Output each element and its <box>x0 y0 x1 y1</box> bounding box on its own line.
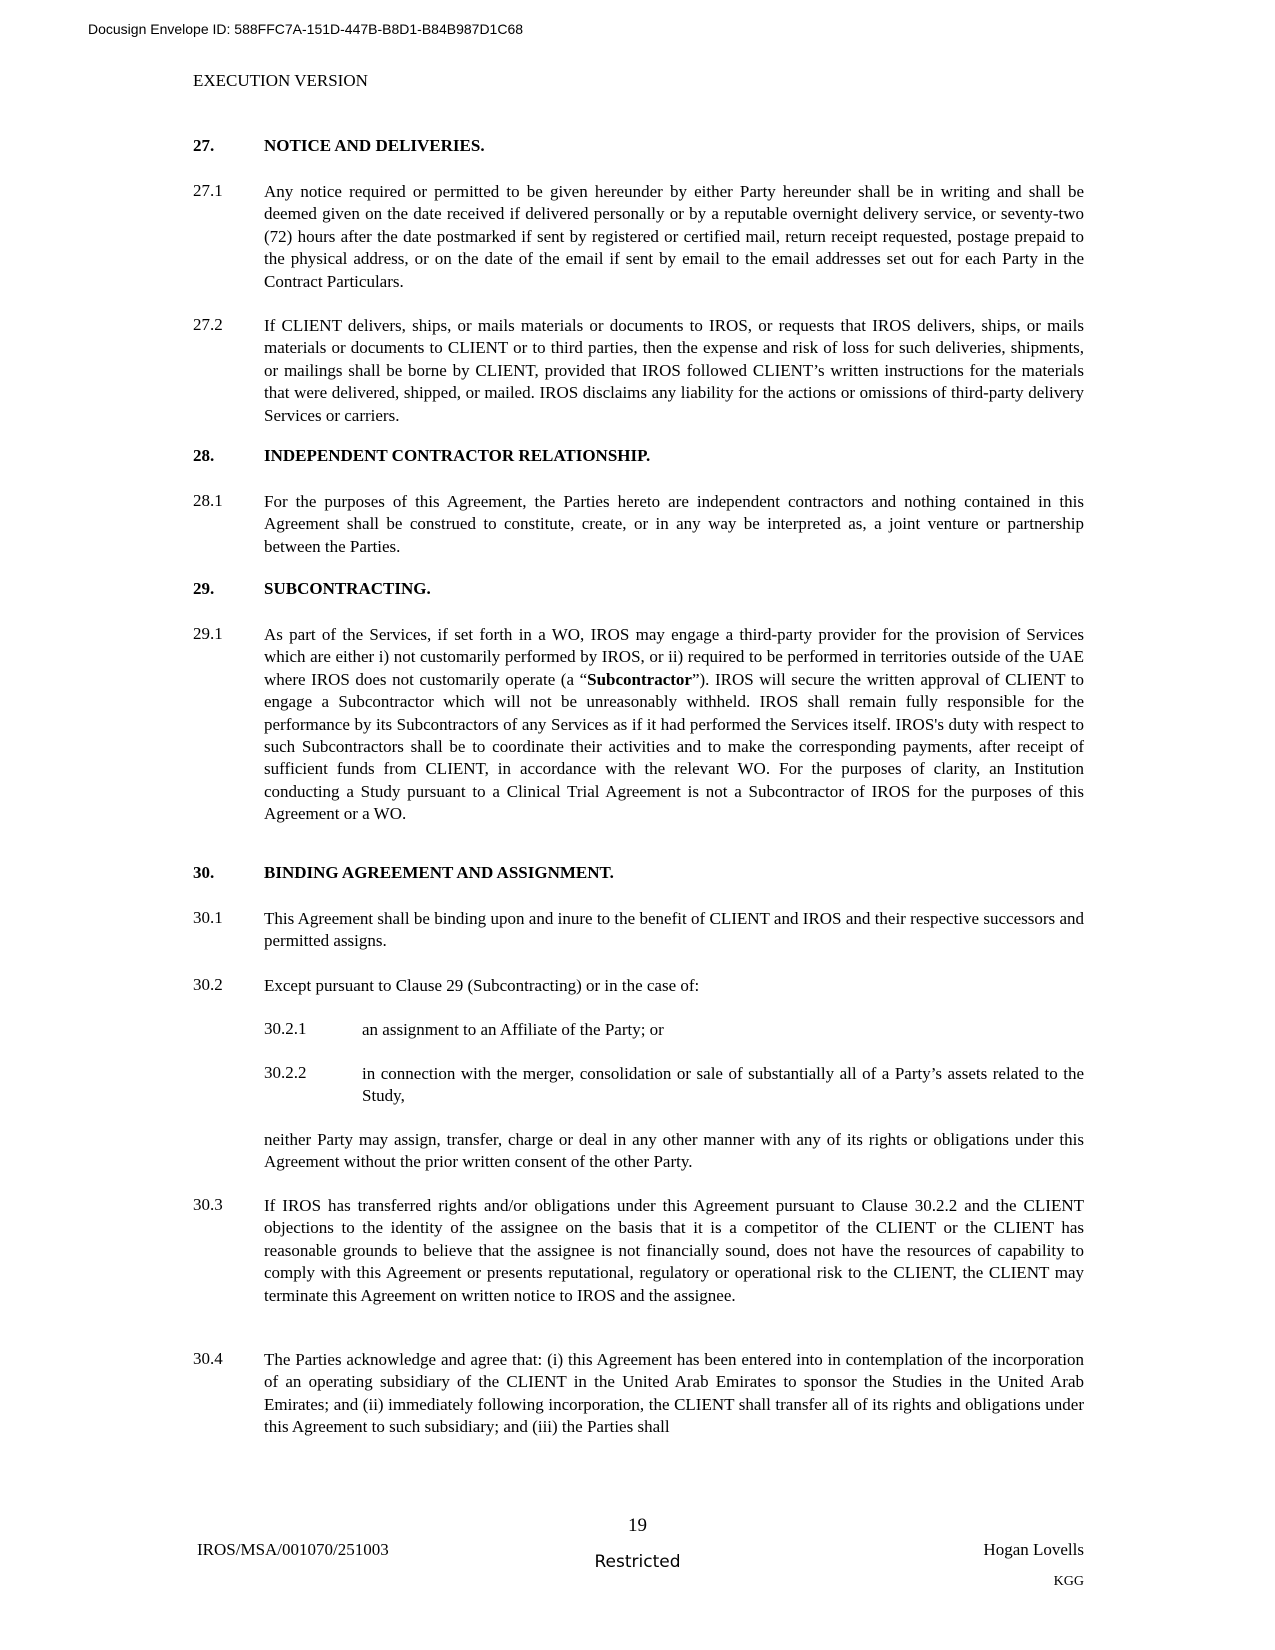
clause-30-2-closing-text: neither Party may assign, transfer, charge or deal in any other manner with any of its rights or obligations under this Agreement without the prior written consent of the other Party. <box>264 1130 1084 1172</box>
clause-30-2-1-number: 30.2.1 <box>264 1019 307 1038</box>
docusign-envelope-id: Docusign Envelope ID: 588FFC7A-151D-447B-B8D1-B84B987D1C68 <box>88 21 524 37</box>
clause-28-1-number: 28.1 <box>193 491 223 510</box>
clause-27-1-text: Any notice required or permitted to be given hereunder by either Party hereunder shall be in writing and shall be deemed given on the date received if delivered personally or by a reputable overnight delivery service, or seventy-two (72) hours after the date postmarked if sent by registered or certified mail, return receipt requested, postage prepaid to the physical address, or on the date of the email if sent by email to the email addresses set out for each Party in the Contract Particulars. <box>264 182 1084 291</box>
section-30-heading: BINDING AGREEMENT AND ASSIGNMENT. <box>264 863 614 882</box>
clause-29-1-number: 29.1 <box>193 624 223 643</box>
clause-30-1-text: This Agreement shall be binding upon and inure to the benefit of CLIENT and IROS and their respective successors and permitted assigns. <box>264 909 1084 951</box>
document-reference: IROS/MSA/001070/251003 <box>197 1540 389 1559</box>
defined-term-subcontractor: Subcontractor <box>587 669 692 689</box>
clause-30-3-text: If IROS has transferred rights and/or obligations under this Agreement pursuant to Clause 30.2.2 and the CLIENT objections to the identity of the assignee on the basis that it is a competitor of the CLIENT or the CLIENT has reasonable grounds to believe that the assignee is not financially sound, does not have the resources of capability to comply with this Agreement or presents reputational, regulatory or operational risk to the CLIENT, the CLIENT may terminate this Agreement on written notice to IROS and the assignee. <box>264 1196 1084 1305</box>
clause-30-3-number: 30.3 <box>193 1195 223 1214</box>
section-29-number: 29. <box>193 579 215 598</box>
section-29-heading: SUBCONTRACTING. <box>264 579 431 598</box>
clause-30-1-number: 30.1 <box>193 908 223 927</box>
law-firm-name: Hogan Lovells <box>983 1540 1084 1559</box>
clause-30-2-2-text: in connection with the merger, consolidation or sale of substantially all of a Party’s assets related to the Study, <box>362 1064 1084 1106</box>
clause-30-2-number: 30.2 <box>193 975 223 994</box>
clause-30-4-text: The Parties acknowledge and agree that: (i) this Agreement has been entered into in contemplation of the incorporation of an operating subsidiary of the CLIENT in the United Arab Emirates to sponsor the Studies in the United Arab Emirates; and (ii) immediately following incorporation, the CLIENT shall transfer all of its rights and obligations under this Agreement to such subsidiary; and (iii) the Parties shall <box>264 1350 1084 1437</box>
section-30-number: 30. <box>193 863 215 882</box>
page-number: 19 <box>628 1515 647 1536</box>
section-28-heading: INDEPENDENT CONTRACTOR RELATIONSHIP. <box>264 446 651 465</box>
clause-29-1-text <box>264 624 1084 826</box>
clause-30-2-1-text: an assignment to an Affiliate of the Party; or <box>362 1020 664 1039</box>
clause-27-2-text: If CLIENT delivers, ships, or mails materials or documents to IROS, or requests that IROS delivers, ships, or mails materials or documents to CLIENT or to third parties, then the expense and risk of loss for such deliveries, shipments, or mailings shall be borne by CLIENT, provided that IROS followed CLIENT’s written instructions for the materials that were delivered, shipped, or mailed. IROS disclaims any liability for the actions or omissions of third-party delivery Services or carriers. <box>264 316 1084 425</box>
clause-30-2-2-number: 30.2.2 <box>264 1063 307 1082</box>
clause-29-1-text-a: As part of the Services, if set forth in a WO, IROS may engage a third-party provider for the provision of Services which are either i) not customarily performed by IROS, or ii) required to be performed in territories outside of the UAE where IROS does not customarily operate (a “ <box>264 625 1084 689</box>
section-27-number: 27. <box>193 136 215 155</box>
section-28-number: 28. <box>193 446 215 465</box>
classification-label: Restricted <box>594 1552 681 1572</box>
section-27-heading: NOTICE AND DELIVERIES. <box>264 136 485 155</box>
clause-27-2-number: 27.2 <box>193 315 223 334</box>
initials: KGG <box>1053 1574 1084 1589</box>
clause-29-1-text-b: ”). IROS will secure the written approval of CLIENT to engage a Subcontractor which will not be unreasonably withheld. IROS shall remain fully responsible for the performance by its Subcontractors of any Services as if it had performed the Services itself. IROS's duty with respect to such Subcontractors shall be to coordinate their activities and to make the corresponding payments, after receipt of sufficient funds from CLIENT, in accordance with the relevant WO. For the purposes of clarity, an Institution conducting a Study pursuant to a Clinical Trial Agreement is not a Subcontractor of IROS for the purposes of this Agreement or a WO. <box>264 669 1084 824</box>
version-label: EXECUTION VERSION <box>193 71 368 90</box>
clause-28-1-text: For the purposes of this Agreement, the Parties hereto are independent contractors and nothing contained in this Agreement shall be construed to constitute, create, or in any way be interpreted as, a joint venture or partnership between the Parties. <box>264 492 1084 556</box>
clause-27-1-number: 27.1 <box>193 181 223 200</box>
clause-30-4-number: 30.4 <box>193 1349 223 1368</box>
clause-30-2-text: Except pursuant to Clause 29 (Subcontracting) or in the case of: <box>264 976 700 995</box>
